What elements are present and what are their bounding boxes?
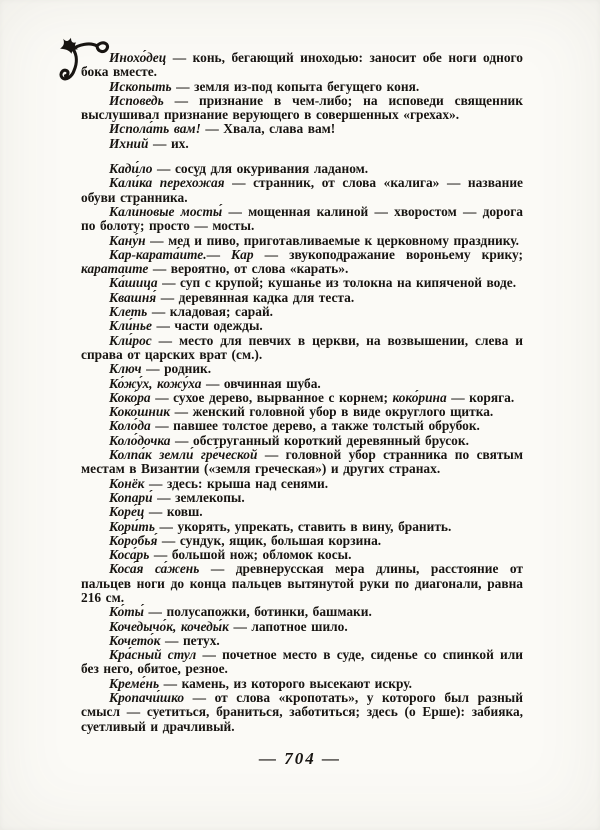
entry-term: Ко́жу́х, кожу́ха: [109, 375, 202, 391]
entry-term: Квашня́: [109, 289, 157, 305]
glossary-entry: Кочето́к — петух.: [109, 632, 220, 648]
entry-term: Кли́нье: [109, 318, 152, 334]
glossary-entry: Исповедь — признание в чем-либо; на исповеди священник выслушивал признание верующего в совершенных «грехах».: [81, 92, 523, 123]
entry-term: Кочедычо́к, кочеды́к: [109, 618, 229, 634]
glossary-entry: Кар-карата́ите.— Кар — звукоподражание вороньему крику; каратаите — вероятно, от слова «карать».: [81, 246, 523, 277]
glossary-entry: Кли́нье — части одежды.: [109, 318, 263, 334]
glossary-entry: Креме́нь — камень, из которого высекают искру.: [109, 675, 412, 691]
entry-term: Клеть: [109, 304, 148, 320]
entry-term: Колпа́к земли́ гре́ческой: [109, 447, 258, 463]
glossary-entry: Квашня́ — деревянная кадка для теста.: [109, 289, 355, 305]
entry-term: Кар-карата́ите.: [109, 246, 207, 262]
glossary-entry: Коло́да — павшее толстое дерево, а также толстый обрубок.: [109, 418, 480, 434]
glossary-entry: Ко́робья́ — сундук, ящик, большая корзина.: [109, 532, 382, 548]
entry-term: Кли́рос: [109, 332, 152, 348]
entry-term: Ископыть: [109, 78, 172, 94]
entry-term: Кра́сный стул: [109, 647, 197, 663]
glossary-entry: Ихний — их.: [109, 135, 189, 151]
glossary-entry: Ка́шица — суп с крупой; кушанье из толокна на кипяченой воде.: [109, 275, 517, 291]
glossary-entry: Коса́я са́жень — древнерусская мера длины, расстояние от пальцев ноги до конца пальцев вытянутой руки по диагонали, равна 216 см.: [81, 561, 523, 605]
entry-italic-word: коко́рина: [392, 389, 447, 405]
entry-term: Ключ: [109, 361, 142, 377]
glossary-entry: Испола́ть вам! — Хвала, слава вам!: [109, 121, 336, 137]
entry-term: Испола́ть вам!: [109, 121, 201, 137]
glossary-entry: Ископыть — земля из-под копыта бегущего коня.: [109, 78, 420, 94]
glossary-entry: Коре́ц — ковш.: [109, 504, 203, 520]
entry-term: Копари́: [109, 489, 153, 505]
glossary-entry: Кра́сный стул — почетное место в суде, сиденье со спинкой или без него, обитое, резное.: [81, 647, 523, 677]
glossary-entry: Ко́ты́ — полусапожки, ботинки, башмаки.: [109, 604, 372, 620]
entry-italic-word: Кар: [231, 246, 254, 262]
entry-term: Ихний: [109, 135, 149, 151]
entry-term: Кану́н: [109, 232, 146, 248]
glossary-entry: Клеть — кладовая; сарай.: [109, 304, 274, 320]
glossary-entry: Кори́ть — укорять, упрекать, ставить в вину, бранить.: [109, 518, 452, 534]
entry-term: Коко́ра: [109, 389, 151, 405]
glossary-entry: Кади́ло — сосуд для окуривания ладаном.: [109, 161, 369, 177]
glossary-entry: Инохо́дец — конь, бегающий иноходью: заносит обе ноги одного бока вместе.: [81, 50, 523, 80]
glossary-entry: Кану́н — мед и пиво, приготавливаемые к церковному празднику.: [109, 232, 519, 248]
entry-term: Кори́ть: [109, 518, 155, 534]
glossary-text: [81, 51, 523, 734]
page-number-text: — 704 —: [259, 749, 341, 768]
entry-term: Исповедь: [109, 92, 164, 108]
entry-term: Инохо́дец: [109, 50, 167, 65]
entry-term: Кропачи́шко: [109, 690, 185, 706]
entry-term: Коса́рь: [109, 547, 150, 563]
entry-term: Кали́ка перехо́жая: [109, 175, 225, 191]
entry-term: Коре́ц: [109, 504, 145, 520]
glossary-entry: Коко́ра — сухое дерево, вырванное с корнем; коко́рина — коряга.: [109, 389, 515, 405]
entry-term: Ко́робья́: [109, 532, 158, 548]
glossary-entry: Копари́ — землекопы.: [109, 489, 245, 505]
entry-term: Кали́новые мосты́: [109, 203, 223, 219]
glossary-entry: Ключ — родник.: [109, 361, 212, 377]
entry-term: Конёк: [109, 475, 145, 491]
glossary-entry: Колпа́к земли́ гре́ческой — головной убор странника по святым местам в Византии («земля греческая») и других странах.: [81, 447, 523, 477]
entry-term: Ко́ты́: [109, 604, 144, 620]
entry-term: Ка́шица: [109, 275, 158, 291]
entry-term: Креме́нь: [109, 675, 160, 691]
glossary-entry: Кали́новые мосты́ — мощенная калиной — хворостом — дорога по болоту; просто — мосты.: [81, 203, 523, 234]
entry-term: Коло́да: [109, 418, 151, 434]
glossary-entry: Кли́рос — место для певчих в церкви, на возвышении, слева и справа от царских врат (см.).: [81, 332, 523, 362]
entry-term: Коко́шник: [109, 404, 171, 420]
glossary-entry: Кропачи́шко — от слова «кропотать», у которого был разный смысл — суетиться, браниться, заботиться; здесь (о Ерше): забияка, суетливый и драчливый.: [81, 690, 523, 734]
page-number: [0, 749, 600, 769]
entry-term: Кочето́к: [109, 632, 161, 648]
glossary-entry: Кочедычо́к, кочеды́к — лапотное шило.: [109, 618, 348, 634]
glossary-entry: Коко́шник — женский головной убор в виде округлого щитка.: [109, 404, 494, 420]
glossary-entry: Конёк — здесь: крыша над сенями.: [109, 475, 329, 491]
entry-term: Коса́я са́жень: [109, 561, 200, 577]
entry-italic-word: каратаите: [81, 261, 149, 277]
glossary-entry: Ко́жу́х, кожу́ха — овчинная шуба.: [109, 375, 321, 391]
entry-term: Коло́дочка: [109, 432, 171, 448]
glossary-entry: Коло́дочка — обструганный короткий деревянный брусок.: [109, 432, 469, 448]
glossary-entries: [81, 51, 523, 734]
glossary-entry: Кали́ка перехо́жая — странник, от слова «калига» — название обуви странника.: [81, 175, 523, 205]
entry-term: Кади́ло: [109, 161, 153, 177]
glossary-entry: Коса́рь — большой нож; обломок косы.: [109, 547, 352, 563]
